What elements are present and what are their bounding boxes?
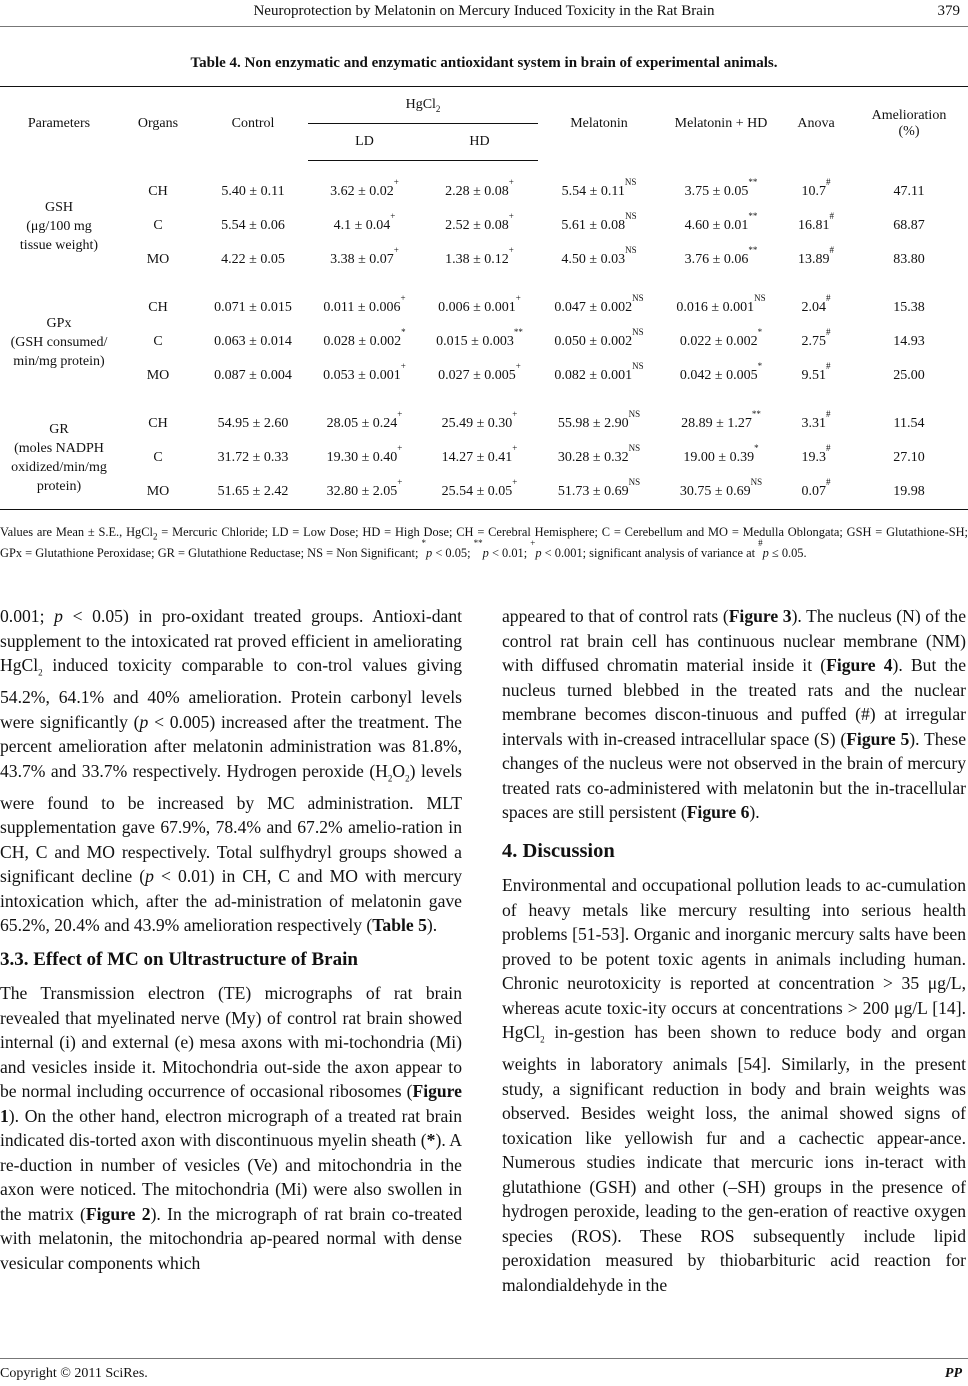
cell-anova	[782, 175, 850, 209]
bold-reference: Figure 2	[85, 1203, 151, 1224]
header-hgcl	[308, 87, 538, 124]
text-run: induced toxicity comparable to con-trol values giving 54.2%, 64.1% and 40% amelioration. Protein carbonyl levels were significantly (	[0, 655, 462, 732]
cell-anova-value: 0.07	[801, 484, 826, 499]
italic-symbol: p	[426, 546, 433, 561]
parameter-line: GSH	[44, 199, 73, 215]
subscript: 2	[152, 531, 158, 542]
text-run: Environmental and occupational pollution leads to ac-cumulation of heavy metals like mercury resulting into serious health problems [51-53]. Organic and inorganic mercury salts have been proved to be potent toxic agents in animals including human. Chronic neurotoxicity is reported at concentration > 35 μg/L, whereas acute toxic-ity occurs at concentrations > 200 μg/L [14]. HgCl	[502, 875, 966, 1042]
significance-mark: #	[829, 245, 834, 255]
superscript: #	[758, 538, 763, 549]
superscript: +	[530, 538, 536, 549]
significance-mark: NS	[632, 327, 644, 337]
significance-mark: #	[826, 327, 831, 337]
cell-hd	[421, 291, 538, 325]
significance-mark: NS	[625, 245, 637, 255]
cell-control-value: 4.22 ± 0.05	[221, 252, 285, 267]
significance-mark: #	[826, 477, 831, 487]
cell-melatonin-hd-value: 0.016 ± 0.001	[676, 300, 755, 315]
cell-melatonin-hd	[660, 475, 782, 510]
body-paragraph	[0, 604, 462, 938]
hgcl-subscript: 2	[435, 103, 441, 114]
cell-amelioration	[850, 359, 968, 393]
table-row	[0, 359, 968, 393]
cell-organ: C	[153, 334, 163, 349]
cell-hd-value: 0.015 ± 0.003	[436, 334, 514, 349]
text-run: < 0.01) in CH, C and MO with mercury intoxication which, after the ad-ministration of melatonin gave 65.2%, 20.4% and 43.9% amelioration respectively (	[0, 866, 462, 936]
significance-mark: +	[515, 361, 521, 371]
cell-melatonin-hd	[660, 359, 782, 393]
cell-control-value: 54.95 ± 2.60	[217, 416, 289, 431]
significance-mark: +	[397, 443, 403, 453]
cell-amelioration	[850, 243, 968, 277]
cell-hd-value: 2.52 ± 0.08	[445, 218, 509, 233]
significance-mark: +	[512, 443, 518, 453]
parameter-cell	[0, 175, 118, 277]
bold-reference: Figure 4	[826, 655, 893, 675]
cell-amelioration	[850, 209, 968, 243]
row-spacer	[0, 277, 968, 291]
subscript: 2	[38, 667, 43, 678]
cell-control-value: 5.54 ± 0.06	[221, 218, 285, 233]
parameter-cell	[0, 291, 118, 393]
text-run: ).	[749, 802, 760, 822]
cell-amelioration	[850, 441, 968, 475]
table-row	[0, 209, 968, 243]
cell-amelioration-value: 14.93	[893, 334, 925, 349]
significance-mark: +	[390, 211, 396, 221]
bold-reference: *	[426, 1130, 436, 1151]
table-row	[0, 325, 968, 359]
cell-amelioration-value: 27.10	[893, 450, 925, 465]
cell-melatonin-value: 51.73 ± 0.69	[557, 484, 629, 499]
cell-amelioration-value: 25.00	[893, 368, 925, 383]
copyright: Copyright © 2011 SciRes.	[0, 1366, 148, 1381]
cell-ld	[308, 441, 421, 475]
cell-anova-value: 13.89	[798, 252, 830, 267]
cell-control-value: 51.65 ± 2.42	[217, 484, 289, 499]
cell-melatonin-hd-value: 30.75 ± 0.69	[679, 484, 751, 499]
cell-melatonin	[538, 291, 660, 325]
bold-reference: Figure 1	[0, 1081, 462, 1126]
cell-anova-value: 2.75	[801, 334, 826, 349]
cell-ld-value: 19.30 ± 0.40	[326, 450, 398, 465]
cell-melatonin-hd-value: 0.022 ± 0.002	[679, 334, 758, 349]
cell-amelioration-value: 11.54	[893, 416, 925, 431]
text-run: 0.001;	[0, 606, 55, 626]
cell-melatonin-value: 4.50 ± 0.03	[561, 252, 626, 267]
cell-ld	[308, 175, 421, 209]
cell-control-value: 31.72 ± 0.33	[217, 450, 289, 465]
cell-ld	[308, 325, 421, 359]
body-paragraph	[0, 981, 462, 1275]
significance-mark: **	[513, 327, 523, 337]
cell-melatonin	[538, 325, 660, 359]
subscript: 2	[405, 773, 410, 784]
cell-control	[198, 441, 308, 475]
cell-ld	[308, 475, 421, 510]
superscript: *	[421, 538, 427, 549]
cell-melatonin	[538, 175, 660, 209]
cell-hd	[421, 209, 538, 243]
significance-mark: **	[748, 177, 758, 187]
parameter-line: GPx	[46, 315, 72, 331]
cell-anova	[782, 209, 850, 243]
superscript: **	[473, 538, 483, 549]
bold-reference: Figure 3	[728, 606, 792, 626]
parameter-line: GR	[49, 422, 69, 437]
bold-reference: Table 5	[372, 915, 427, 936]
header-melatonin: Melatonin	[538, 87, 660, 161]
table-row	[0, 243, 968, 277]
significance-mark: #	[826, 177, 831, 187]
significance-mark: NS	[754, 293, 766, 303]
cell-ld-value: 0.053 ± 0.001	[323, 368, 401, 383]
hgcl-label: HgCl	[405, 96, 436, 112]
row-spacer	[0, 161, 968, 176]
cell-amelioration-value: 83.80	[893, 252, 925, 267]
cell-amelioration	[850, 291, 968, 325]
cell-melatonin	[538, 441, 660, 475]
cell-hd	[421, 359, 538, 393]
cell-hd	[421, 407, 538, 441]
cell-anova-value: 16.81	[798, 218, 830, 233]
cell-melatonin-hd	[660, 407, 782, 441]
cell-anova	[782, 407, 850, 441]
italic-symbol: p	[762, 546, 769, 561]
cell-hd-value: 0.006 ± 0.001	[438, 300, 516, 315]
cell-melatonin-value: 5.54 ± 0.11	[561, 184, 625, 199]
header-rule	[0, 26, 968, 27]
italic-symbol: p	[139, 711, 149, 732]
header-ld: LD	[308, 124, 421, 161]
cell-ld	[308, 209, 421, 243]
table-caption: Table 4. Non enzymatic and enzymatic antioxidant system in brain of experimental animals.	[190, 55, 778, 71]
significance-mark: +	[397, 477, 403, 487]
text-run: ). The nucleus (N) of the control rat brain cell has continuous nuclear membrane (NM) with diffused chromatin material inside it (	[502, 606, 966, 675]
cell-hd-value: 25.54 ± 0.05	[441, 484, 513, 499]
cell-control	[198, 359, 308, 393]
section-heading: 3.3. Effect of MC on Ultrastructure of Brain	[0, 948, 358, 970]
text-run: ). A re-duction in number of vesicles (Ve) and mitochondria in the axon were noticed. The mitochondria (Mi) were also swollen in the matrix (	[0, 1130, 463, 1224]
significance-mark: #	[826, 293, 831, 303]
header-hd: HD	[421, 124, 538, 161]
text-run: < 0.005) increased after the treatment. The percent amelioration after melatonin administration was 81.8%, 43.7% and 33.7% respectively. Hydrogen peroxide (H	[0, 711, 462, 781]
cell-anova-value: 19.3	[801, 450, 826, 465]
body-paragraph	[502, 604, 966, 825]
header-organs: Organs	[118, 87, 198, 161]
italic-symbol: p	[145, 866, 154, 887]
significance-mark: NS	[628, 477, 641, 487]
cell-control-value: 0.071 ± 0.015	[214, 300, 292, 315]
text-run: appeared to that of control rats (	[502, 606, 729, 626]
cell-hd	[421, 175, 538, 209]
cell-hd-value: 0.027 ± 0.005	[438, 368, 516, 383]
significance-mark: *	[757, 327, 763, 337]
cell-anova-value: 9.51	[801, 368, 826, 383]
cell-anova	[782, 475, 850, 510]
cell-anova-value: 10.7	[801, 184, 826, 199]
parameter-line: (moles NADPH	[14, 441, 104, 456]
cell-melatonin-hd	[660, 243, 782, 277]
text-run: ). These changes of the nucleus were not observed in the brain of mercury treated rats co-administered with melatonin but the in-tracellular spaces are still persistent (	[502, 728, 966, 822]
cell-ld-value: 3.62 ± 0.02	[330, 184, 394, 199]
cell-melatonin-value: 30.28 ± 0.32	[557, 450, 629, 465]
cell-ld-value: 32.80 ± 2.05	[326, 484, 398, 499]
significance-mark: +	[393, 245, 399, 255]
header-control: Control	[198, 87, 308, 161]
cell-organ: CH	[148, 184, 168, 199]
significance-mark: *	[754, 443, 759, 453]
cell-anova	[782, 441, 850, 475]
parameter-line: (GSH consumed/	[10, 334, 108, 350]
cell-anova	[782, 291, 850, 325]
text-run: < 0.001; significant analysis of variance at	[541, 546, 759, 561]
cell-ld-value: 0.028 ± 0.002	[323, 334, 402, 349]
cell-ld-value: 0.011 ± 0.006	[323, 300, 401, 315]
cell-melatonin-hd	[660, 175, 782, 209]
significance-mark: *	[401, 327, 406, 337]
significance-mark: *	[757, 361, 763, 371]
parameter-line: (μg/100 mg	[26, 218, 92, 234]
cell-melatonin-hd-value: 3.75 ± 0.05	[684, 184, 749, 199]
significance-mark: +	[400, 361, 406, 371]
significance-mark: +	[512, 409, 518, 419]
cell-hd-value: 2.28 ± 0.08	[445, 184, 509, 199]
significance-mark: NS	[628, 409, 641, 419]
right-column	[502, 604, 966, 1297]
significance-mark: **	[748, 211, 758, 221]
antioxidant-table	[0, 86, 968, 510]
cell-amelioration	[850, 407, 968, 441]
cell-control	[198, 291, 308, 325]
cell-melatonin-hd-value: 3.76 ± 0.06	[684, 252, 749, 267]
cell-melatonin	[538, 475, 660, 510]
cell-amelioration	[850, 475, 968, 510]
significance-mark: NS	[628, 443, 641, 453]
left-column	[0, 604, 462, 1275]
subscript: 2	[387, 773, 393, 784]
cell-ld	[308, 291, 421, 325]
cell-organ: MO	[146, 252, 170, 267]
italic-symbol: p	[482, 546, 489, 561]
parameter-line: protein)	[36, 479, 82, 494]
parameter-line: oxidized/min/mg	[11, 460, 107, 475]
cell-amelioration-value: 15.38	[893, 300, 925, 315]
cell-hd	[421, 325, 538, 359]
significance-mark: +	[400, 293, 406, 303]
cell-ld	[308, 359, 421, 393]
text-run: ). On the other hand, electron micrograph of a treated rat brain indicated dis-torted axon with discontinuous myelin sheath (	[0, 1105, 462, 1151]
text-run: Values are Mean ± S.E., HgCl	[0, 525, 153, 539]
italic-symbol: p	[54, 606, 63, 626]
text-run: ). In the micrograph of rat brain co-treated with melatonin, the mitochondria ap-peared normal with dense vesicular components which	[0, 1203, 462, 1273]
cell-hd	[421, 243, 538, 277]
cell-ld-value: 28.05 ± 0.24	[326, 416, 398, 431]
cell-anova	[782, 359, 850, 393]
significance-mark: NS	[750, 477, 763, 487]
journal-abbrev: PP	[944, 1366, 962, 1381]
significance-mark: #	[826, 443, 831, 453]
cell-organ: MO	[118, 475, 198, 510]
footer-rule	[0, 1358, 968, 1359]
running-header	[0, 0, 968, 24]
cell-ld	[308, 243, 421, 277]
cell-hd-value: 25.49 ± 0.30	[441, 416, 513, 431]
text-run: O	[392, 760, 406, 781]
cell-melatonin-value: 0.082 ± 0.001	[554, 368, 633, 383]
header-melatonin-hd: Melatonin + HD	[660, 87, 782, 161]
cell-control	[198, 243, 308, 277]
cell-melatonin	[538, 407, 660, 441]
header-anova: Anova	[782, 87, 850, 161]
text-run: = Mercuric Chloride; LD = Low Dose; HD = High Dose; CH = Cerebral Hemisphere; C = Cerebellum and MO = Medulla Oblongata; GSH = Glutathione-SH; GPx = Glutathione Peroxidase; GR = Glutathione Reductase; NS = Non Significant;	[0, 525, 968, 561]
cell-melatonin-value: 0.047 ± 0.002	[554, 300, 633, 315]
text-run: ). But the nucleus turned blebbed in the treated rats and the nuclear membrane becomes discon-tinuous and puffed (#) at irregular intervals with in-creased intracellular space (S) (	[502, 655, 966, 749]
cell-anova	[782, 243, 850, 277]
significance-mark: **	[748, 245, 758, 255]
cell-melatonin-value: 5.61 ± 0.08	[561, 218, 626, 233]
cell-organ: CH	[148, 300, 168, 315]
table-row	[0, 407, 968, 441]
cell-ld-value: 3.38 ± 0.07	[330, 252, 394, 267]
cell-hd	[421, 475, 538, 510]
significance-mark: NS	[625, 211, 637, 221]
bold-reference: Figure 6	[686, 802, 750, 822]
cell-ld	[308, 407, 421, 441]
text-run: < 0.01;	[488, 546, 531, 561]
cell-melatonin-hd-value: 0.042 ± 0.005	[679, 368, 758, 383]
bold-reference: Figure 5	[846, 728, 910, 749]
table-row	[0, 441, 968, 475]
cell-organ: CH	[148, 416, 168, 431]
cell-control	[198, 407, 308, 441]
body-paragraph	[502, 873, 966, 1297]
cell-melatonin-hd	[660, 441, 782, 475]
running-title: Neuroprotection by Melatonin on Mercury Induced Toxicity in the Rat Brain	[253, 3, 715, 19]
cell-melatonin-hd	[660, 291, 782, 325]
significance-mark: +	[397, 409, 403, 419]
significance-mark: #	[826, 361, 831, 371]
text-run: ) levels were found to be increased by MC administration. MLT supplementation gave 67.9%, 78.4% and 67.2% amelio-ration in CH, C and MO respectively. Total sulfhydryl groups showed a significant decline (	[0, 760, 463, 887]
cell-amelioration	[850, 175, 968, 209]
cell-amelioration-value: 19.98	[893, 484, 925, 499]
significance-mark: #	[829, 211, 834, 221]
cell-melatonin-hd	[660, 209, 782, 243]
italic-symbol: p	[535, 546, 542, 561]
cell-melatonin-value: 55.98 ± 2.90	[557, 416, 629, 431]
cell-ld-value: 4.1 ± 0.04	[333, 218, 391, 233]
significance-mark: #	[826, 409, 831, 419]
text-run: The Transmission electron (TE) micrographs of rat brain revealed that myelinated nerve (My) of control rat brain showed internal (i) and external (e) mesa axons with mi-tochondria (Mi) and vesicles inside it. Mitochondria out-side the axon appear to be normal including occurrence of occasional ribosomes (	[0, 983, 462, 1102]
cell-anova-value: 3.31	[801, 416, 826, 431]
cell-hd-value: 1.38 ± 0.12	[445, 252, 509, 267]
parameter-cell	[0, 407, 118, 510]
header-amelioration	[850, 87, 968, 161]
significance-mark: **	[751, 409, 761, 419]
subscript: 2	[540, 1034, 545, 1045]
significance-mark: +	[508, 245, 514, 255]
cell-anova-value: 2.04	[801, 300, 826, 315]
significance-mark: +	[512, 477, 518, 487]
text-run: ≤ 0.05.	[768, 546, 807, 561]
amelioration-label: Amelioration	[871, 107, 947, 123]
page-number: 379	[937, 3, 960, 19]
cell-organ: MO	[146, 368, 170, 383]
cell-control-value: 5.40 ± 0.11	[221, 184, 285, 199]
table-footnote	[0, 524, 968, 562]
cell-control	[198, 475, 308, 510]
cell-control	[198, 175, 308, 209]
significance-mark: NS	[624, 177, 637, 187]
cell-melatonin	[538, 359, 660, 393]
cell-anova	[782, 325, 850, 359]
table-container	[0, 86, 968, 510]
significance-mark: +	[393, 177, 399, 187]
page-footer	[0, 1366, 968, 1382]
cell-amelioration-value: 68.87	[893, 218, 925, 233]
text-run: ).	[426, 915, 438, 936]
cell-melatonin-hd-value: 19.00 ± 0.39	[683, 450, 755, 465]
text-run: in-gestion has been shown to reduce body and organ weights in laboratory animals [54]. Similarly, in the present study, a significant reduction in body and brain weights was observed. Besides weight loss, the animal showed signs of toxication like yellowish fur and a cachectic appear-ance. Numerous studies indicate that mercuric ions in-teract with glutathione (GSH) and other (–SH) groups in the presence of hydrogen peroxide, leading to the gen-eration of reactive oxygen species (ROS). These ROS subsequently include lipid peroxidation measured by thiobarbituric acid reaction for malondialdehyde in the	[502, 1022, 966, 1295]
cell-melatonin-hd-value: 4.60 ± 0.01	[684, 218, 749, 233]
text-run: < 0.05) in pro-oxidant treated groups. Antioxi-dant supplement to the intoxicated rat proved efficient in ameliorating HgCl	[0, 606, 463, 675]
significance-mark: NS	[632, 293, 644, 303]
text-run: < 0.05;	[432, 546, 474, 561]
cell-melatonin	[538, 209, 660, 243]
cell-melatonin-hd-value: 28.89 ± 1.27	[681, 416, 752, 431]
row-spacer	[0, 393, 968, 407]
significance-mark: NS	[632, 361, 644, 371]
section-heading: 4. Discussion	[502, 839, 615, 862]
cell-control-value: 0.087 ± 0.004	[214, 368, 292, 383]
cell-melatonin-value: 0.050 ± 0.002	[554, 334, 633, 349]
cell-hd	[421, 441, 538, 475]
cell-melatonin-hd	[660, 325, 782, 359]
significance-mark: +	[515, 293, 521, 303]
parameter-line: tissue weight)	[19, 237, 99, 253]
significance-mark: +	[508, 177, 514, 187]
cell-control	[198, 209, 308, 243]
cell-melatonin	[538, 243, 660, 277]
cell-control	[198, 325, 308, 359]
cell-amelioration	[850, 325, 968, 359]
table-row	[0, 175, 968, 209]
cell-control-value: 0.063 ± 0.014	[214, 334, 292, 349]
cell-organ: C	[153, 218, 163, 233]
parameter-line: min/mg protein)	[13, 353, 105, 369]
cell-organ: C	[153, 450, 163, 465]
amelioration-unit: (%)	[898, 123, 920, 139]
table-row	[0, 291, 968, 325]
table-row	[0, 475, 968, 510]
cell-hd-value: 14.27 ± 0.41	[441, 450, 513, 465]
cell-amelioration-value: 47.11	[893, 184, 925, 199]
significance-mark: +	[508, 211, 514, 221]
header-parameters: Parameters	[0, 87, 118, 161]
